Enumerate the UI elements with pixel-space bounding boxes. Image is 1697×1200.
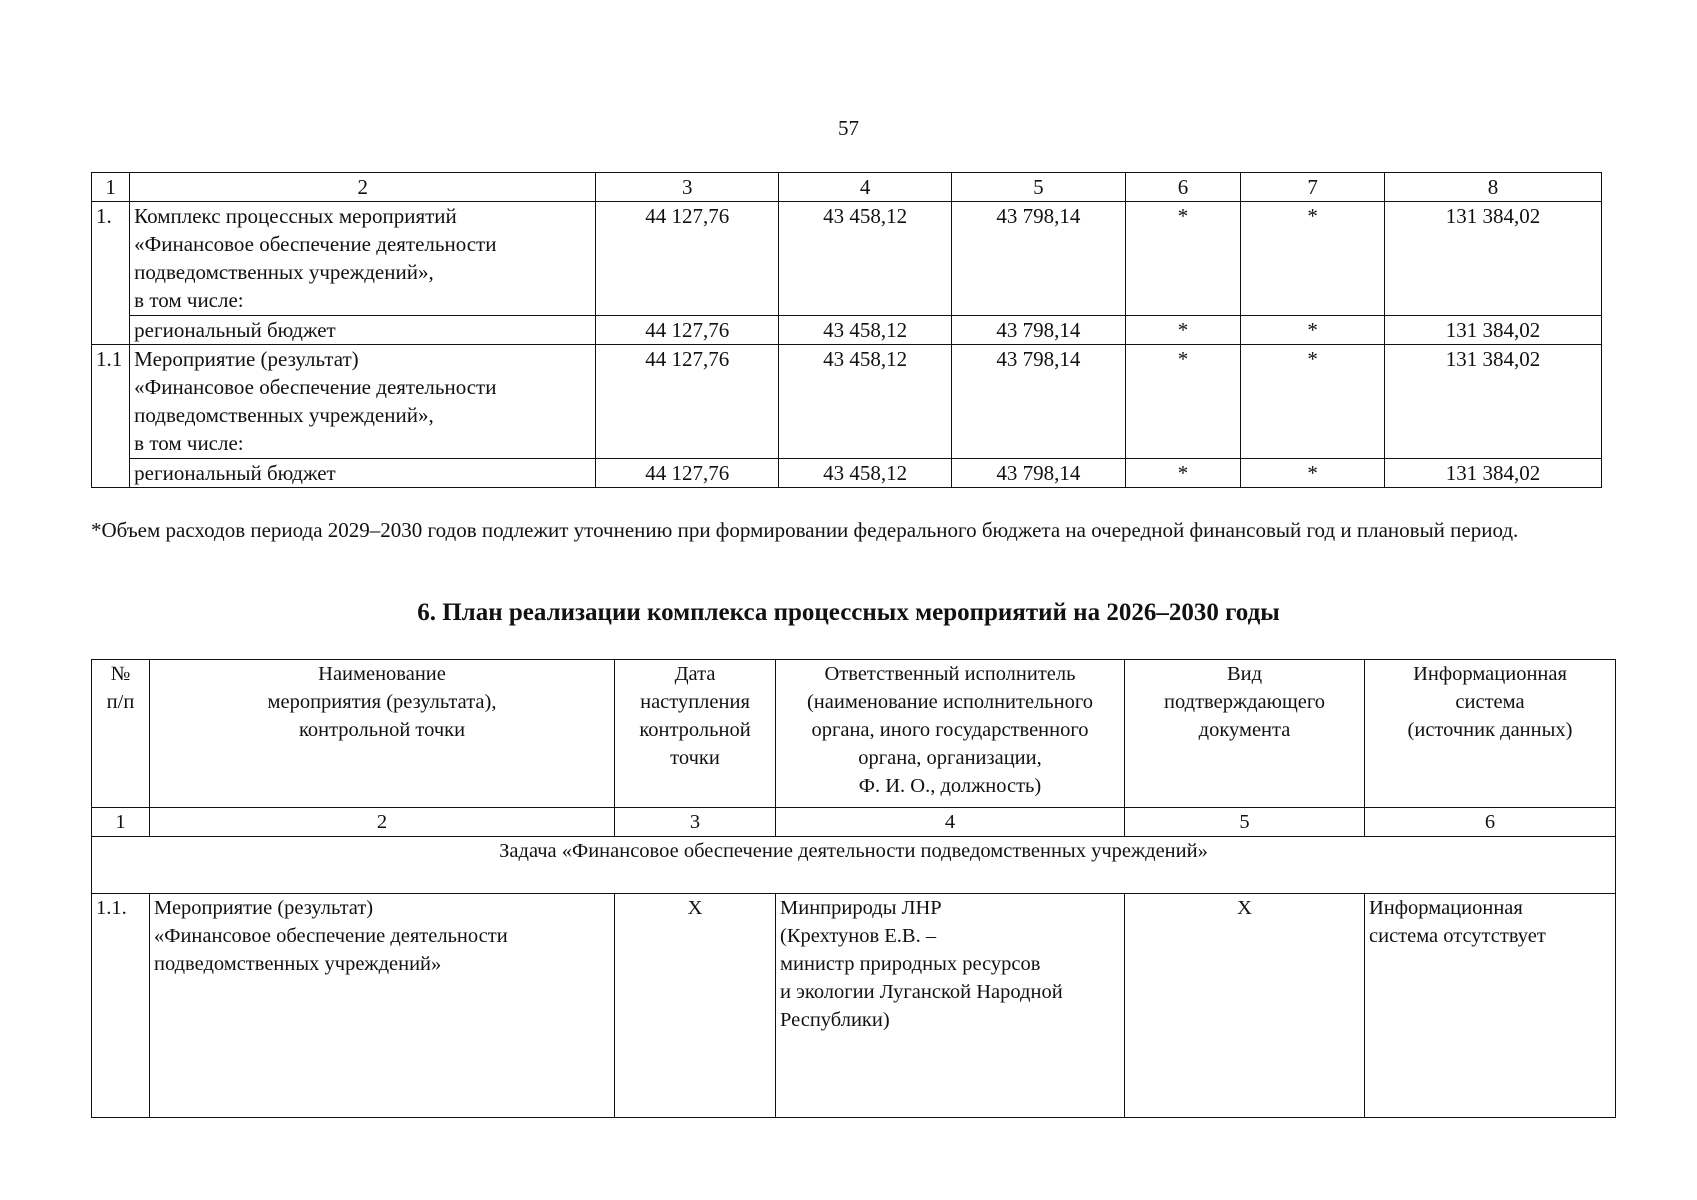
value-cell: 44 127,76 [596, 459, 779, 488]
value-cell: * [1125, 345, 1241, 459]
footnote: *Объем расходов периода 2029–2030 годов подлежит уточнению при формировании федерального бюджета на очередной финансовый год и плановый период. [91, 518, 1519, 542]
table-row [92, 202, 1602, 316]
col-number: 5 [951, 173, 1125, 202]
col-number: 7 [1241, 173, 1385, 202]
col-number: 1 [92, 173, 130, 202]
column-header: Ответственный исполнитель (наименование исполнительного органа, иного государственного органа, организации, Ф. И. О., должность) [776, 660, 1125, 808]
value-cell: 43 458,12 [779, 202, 952, 316]
value-cell: 43 458,12 [779, 345, 952, 459]
value-cell: 131 384,02 [1384, 459, 1601, 488]
row-number: 1. [92, 202, 130, 345]
column-header: Вид подтверждающего документа [1125, 660, 1365, 808]
value-cell: 131 384,02 [1384, 345, 1601, 459]
col-number: 6 [1125, 173, 1241, 202]
row-name: региональный бюджет [130, 459, 596, 488]
page-number: 57 [838, 116, 859, 140]
value-cell: 44 127,76 [596, 202, 779, 316]
event-name: Мероприятие (результат) «Финансовое обеспечение деятельности подведомственных учреждений» [150, 894, 615, 1118]
value-cell: 44 127,76 [596, 316, 779, 345]
col-number: 5 [1125, 808, 1365, 837]
col-number: 2 [150, 808, 615, 837]
control-date: Х [615, 894, 776, 1118]
plan-header-row [92, 660, 1616, 808]
column-header: Информационная система (источник данных) [1365, 660, 1616, 808]
row-number: 1.1. [92, 894, 150, 1118]
table-row [92, 459, 1602, 488]
value-cell: 43 798,14 [951, 316, 1125, 345]
plan-column-numbers-row [92, 808, 1616, 837]
section-title: 6. План реализации комплекса процессных мероприятий на 2026–2030 годы [417, 599, 1280, 626]
col-number: 3 [615, 808, 776, 837]
value-cell: 43 798,14 [951, 202, 1125, 316]
value-cell: * [1125, 316, 1241, 345]
col-number: 4 [779, 173, 952, 202]
column-header: Наименование мероприятия (результата), контрольной точки [150, 660, 615, 808]
col-number: 4 [776, 808, 1125, 837]
value-cell: 44 127,76 [596, 345, 779, 459]
column-header: № п/п [92, 660, 150, 808]
value-cell: 131 384,02 [1384, 316, 1601, 345]
table-row [92, 345, 1602, 459]
value-cell: * [1241, 459, 1385, 488]
value-cell: * [1125, 202, 1241, 316]
value-cell: 43 798,14 [951, 459, 1125, 488]
row-name: региональный бюджет [130, 316, 596, 345]
row-name: Комплекс процессных мероприятий «Финансовое обеспечение деятельности подведомственных учреждений», в том числе: [130, 202, 596, 316]
plan-table [91, 659, 1616, 1118]
task-title: Задача «Финансовое обеспечение деятельности подведомственных учреждений» [92, 837, 1616, 894]
col-number: 1 [92, 808, 150, 837]
col-number: 3 [596, 173, 779, 202]
info-system: Информационная система отсутствует [1365, 894, 1616, 1118]
finance-table [91, 172, 1602, 488]
finance-column-numbers-row [92, 173, 1602, 202]
value-cell: 43 458,12 [779, 316, 952, 345]
value-cell: 43 458,12 [779, 459, 952, 488]
value-cell: * [1241, 316, 1385, 345]
value-cell: 131 384,02 [1384, 202, 1601, 316]
value-cell: * [1125, 459, 1241, 488]
column-header: Дата наступления контрольной точки [615, 660, 776, 808]
value-cell: 43 798,14 [951, 345, 1125, 459]
value-cell: * [1241, 345, 1385, 459]
row-name: Мероприятие (результат) «Финансовое обеспечение деятельности подведомственных учреждений», в том числе: [130, 345, 596, 459]
document-type: Х [1125, 894, 1365, 1118]
col-number: 8 [1384, 173, 1601, 202]
row-number: 1.1 [92, 345, 130, 488]
col-number: 6 [1365, 808, 1616, 837]
responsible-executor: Минприроды ЛНР (Крехтунов Е.В. – министр природных ресурсов и экологии Луганской Народной Республики) [776, 894, 1125, 1118]
task-row [92, 837, 1616, 894]
col-number: 2 [130, 173, 596, 202]
table-row [92, 316, 1602, 345]
table-row [92, 894, 1616, 1118]
value-cell: * [1241, 202, 1385, 316]
